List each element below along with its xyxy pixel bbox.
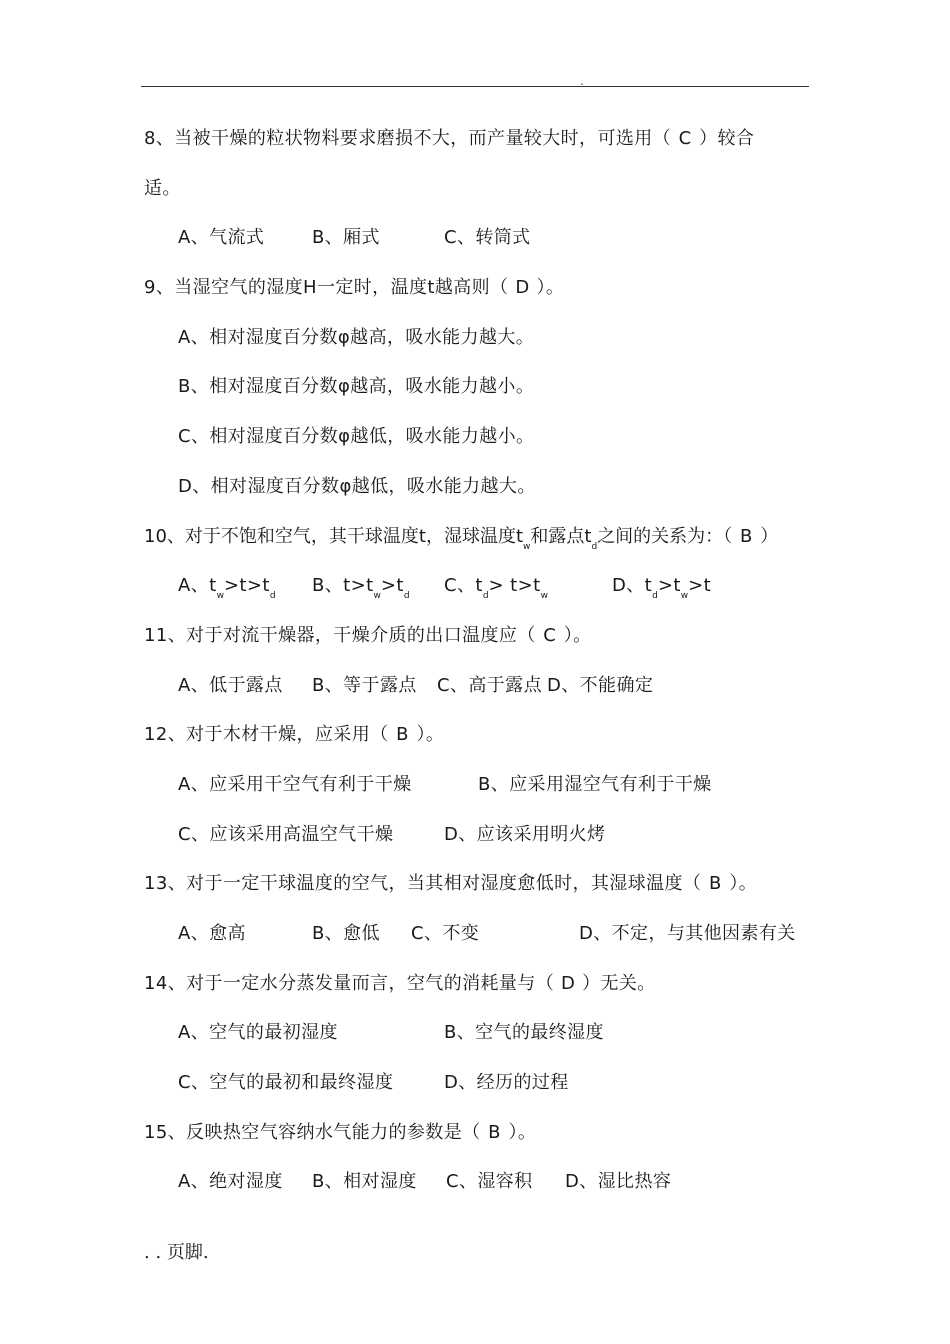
subscript: w	[216, 591, 224, 602]
question-10-options	[144, 566, 810, 616]
question-11	[144, 616, 810, 666]
question-13-text: 13、对于一定干球温度的空气，当其相对湿度愈低时，其湿球温度（	[144, 873, 702, 895]
question-12-options-ab	[144, 765, 810, 815]
subscript: w	[680, 591, 689, 602]
option-a: A、气流式	[178, 227, 265, 249]
question-8-text: 8、当被干燥的粒状物料要求磨损不大，而产量较大时，可选用（	[144, 128, 672, 149]
question-13-suffix: ）。	[729, 873, 758, 895]
question-10	[144, 517, 810, 567]
question-12	[144, 715, 810, 765]
question-15-answer: B	[488, 1121, 501, 1143]
option-a: A、愈高	[178, 923, 246, 944]
option-c: C、空气的最初和最终湿度	[178, 1072, 394, 1094]
question-12-answer: B	[396, 724, 409, 746]
question-14-options-cd	[144, 1063, 810, 1113]
question-12-options-cd	[144, 815, 810, 865]
page-footer: . . 页脚.	[144, 1242, 209, 1263]
question-11-suffix: ）。	[563, 624, 592, 646]
option-d: D、相对湿度百分数φ越低，吸水能力越大。	[178, 475, 536, 497]
question-12-suffix: ）。	[416, 724, 445, 746]
option-b: B、等于露点	[312, 674, 417, 696]
question-14-answer: D	[560, 972, 576, 994]
opt-text: C、t	[444, 575, 483, 597]
option-c: C、高于露点	[437, 674, 542, 696]
option-c: C、湿容积	[446, 1171, 533, 1193]
opt-text: B、t>t	[312, 575, 374, 597]
option-b: B、相对湿度百分数φ越高，吸水能力越小。	[178, 376, 535, 398]
question-10-answer: B	[740, 525, 753, 547]
opt-text: > t>t	[488, 575, 541, 597]
subscript: w	[523, 541, 531, 552]
subscript: d	[403, 591, 410, 602]
option-c: C、应该采用高温空气干燥	[178, 823, 394, 845]
option-a: A、相对湿度百分数φ越高，吸水能力越大。	[178, 326, 535, 348]
option-b: B、相对湿度	[312, 1171, 417, 1193]
option-b	[312, 566, 410, 616]
option-a: A、绝对湿度	[178, 1171, 283, 1193]
option-d: D、不定，与其他因素有关	[579, 923, 796, 944]
option-c: C、转筒式	[444, 227, 531, 249]
option-d: D、湿比热容	[565, 1171, 672, 1193]
subscript: d	[482, 591, 489, 602]
question-15-options	[144, 1162, 810, 1212]
question-8-suffix: ）较合	[699, 128, 755, 149]
question-13-options	[144, 914, 810, 964]
option-a	[178, 566, 276, 616]
question-10-text-2: 和露点t	[530, 525, 592, 547]
question-10-suffix: ）	[760, 525, 779, 547]
question-11-answer: C	[543, 624, 557, 646]
option-b: B、空气的最终湿度	[444, 1022, 604, 1044]
option-c: C、不变	[411, 923, 480, 944]
question-14-text: 14、对于一定水分蒸发量而言，空气的消耗量与（	[144, 972, 555, 994]
question-14-suffix: ）无关。	[582, 972, 656, 994]
option-c	[444, 566, 548, 616]
opt-text: D、t	[612, 575, 653, 597]
subscript: d	[269, 591, 276, 602]
opt-text: >t	[380, 575, 404, 597]
question-9-suffix: ）。	[536, 277, 565, 299]
header-dot: .	[580, 74, 584, 88]
question-11-options	[144, 666, 810, 716]
question-10-text-1: 10、对于不饱和空气，其干球温度t，湿球温度t	[144, 525, 524, 547]
question-8-options	[144, 218, 810, 268]
option-a: A、应采用干空气有利于干燥	[178, 773, 412, 795]
question-11-text: 11、对于对流干燥器，干燥介质的出口温度应（	[144, 624, 536, 646]
opt-text: A、t	[178, 575, 217, 597]
question-14	[144, 964, 810, 1014]
opt-text: >t	[657, 575, 681, 597]
question-9-text: 9、当湿空气的湿度H一定时，温度t越高则（	[144, 277, 509, 299]
question-14-options-ab	[144, 1013, 810, 1063]
option-d: D、经历的过程	[444, 1072, 569, 1094]
option-a: A、低于露点	[178, 674, 283, 696]
opt-text: >t	[688, 575, 712, 597]
question-9-answer: D	[515, 277, 530, 299]
option-d: D、不能确定	[547, 674, 654, 696]
option-b: B、厢式	[312, 227, 380, 249]
subscript: d	[652, 591, 658, 602]
question-15-text: 15、反映热空气容纳水气能力的参数是（	[144, 1121, 481, 1143]
question-9	[144, 268, 810, 318]
question-15-suffix: ）。	[508, 1121, 537, 1143]
question-12-text: 12、对于木材干燥，应采用（	[144, 724, 389, 746]
option-d: D、应该采用明火烤	[444, 823, 606, 845]
opt-text: >t>t	[223, 575, 270, 597]
option-a: A、空气的最初湿度	[178, 1022, 338, 1044]
option-c: C、相对湿度百分数φ越低，吸水能力越小。	[178, 426, 535, 448]
question-8	[144, 119, 810, 169]
question-13-answer: B	[708, 873, 722, 895]
question-13	[144, 864, 810, 914]
option-d	[612, 566, 711, 616]
question-8-answer: C	[678, 128, 692, 149]
question-8-continuation	[144, 169, 810, 219]
header-rule	[141, 86, 809, 87]
subscript: d	[591, 541, 598, 552]
option-b: B、应采用湿空气有利于干燥	[478, 773, 712, 795]
question-8-cont-text: 适。	[144, 177, 181, 199]
option-b: B、愈低	[312, 923, 380, 944]
question-15	[144, 1113, 810, 1163]
subscript: w	[373, 591, 381, 602]
subscript: w	[540, 591, 548, 602]
question-10-text-3: 之间的关系为：（	[597, 525, 733, 547]
question-list	[144, 119, 810, 1212]
